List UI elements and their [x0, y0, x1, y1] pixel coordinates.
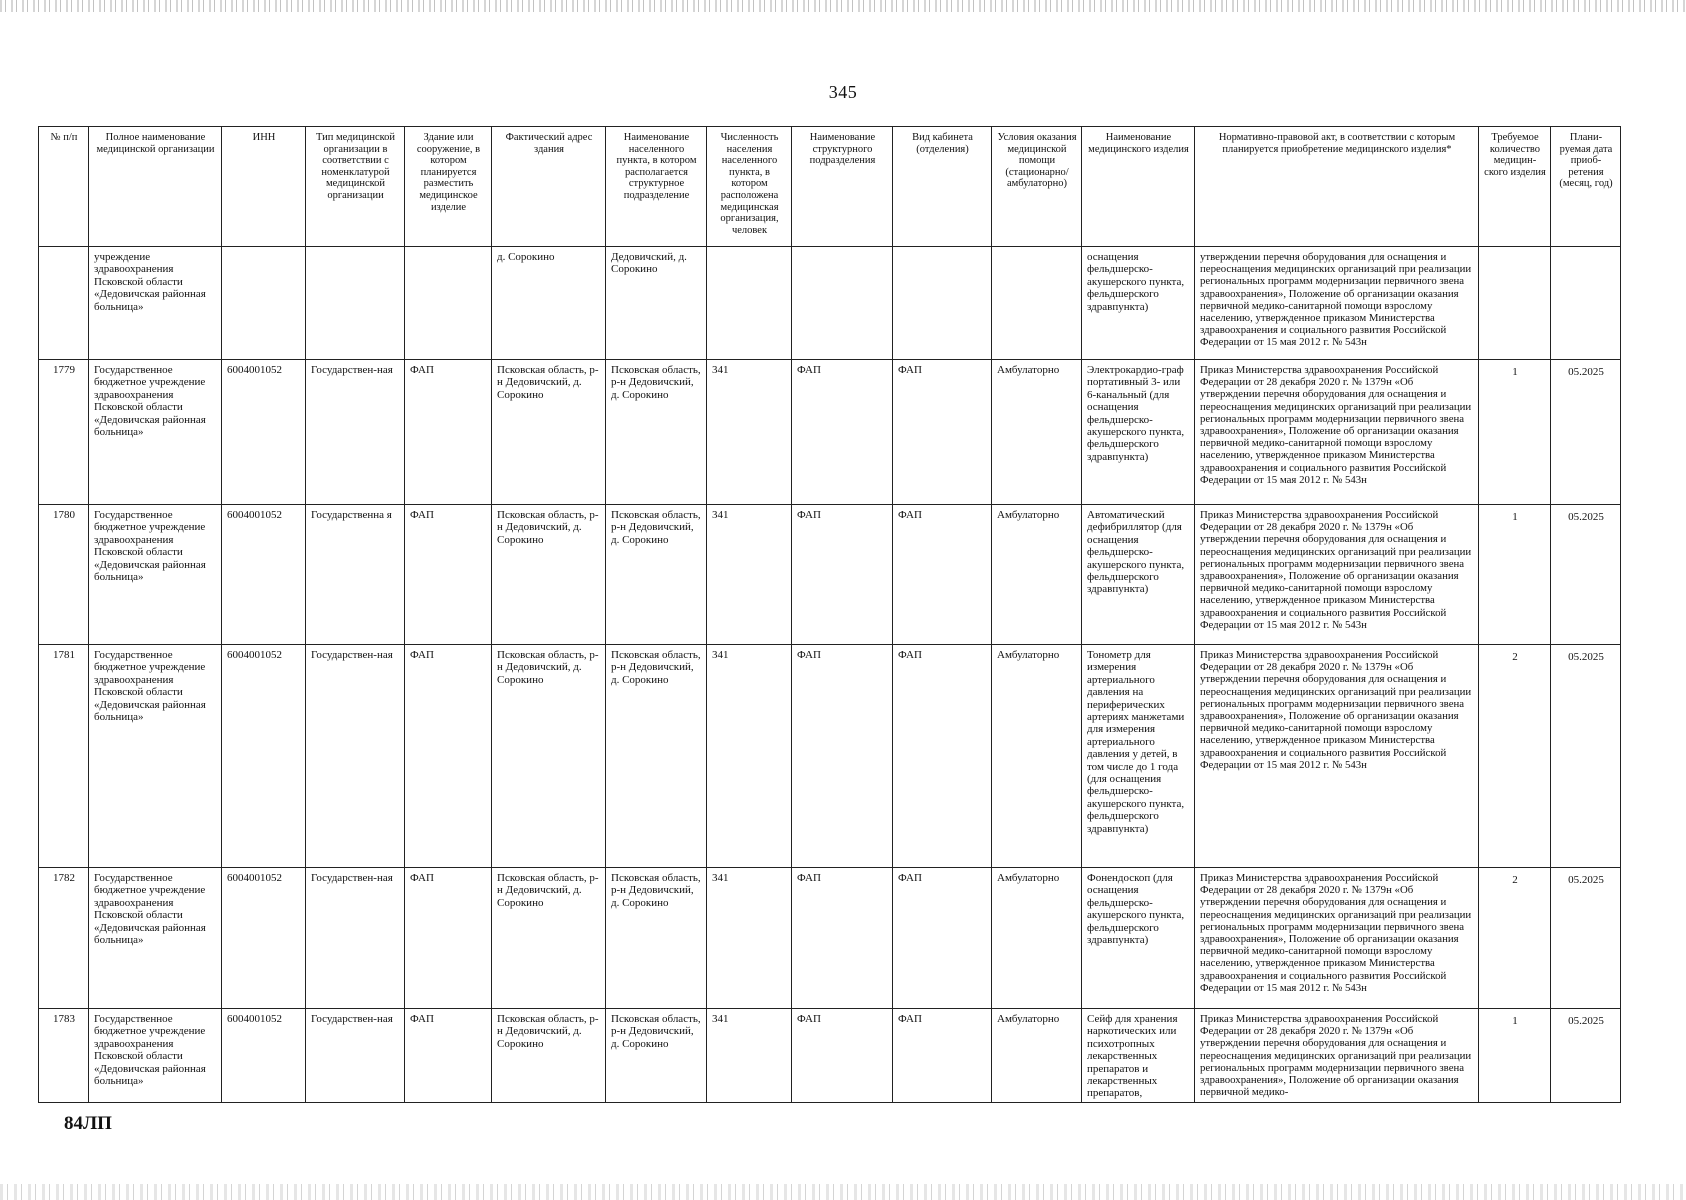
cell-unit: ФАП: [792, 1009, 893, 1103]
table-row: [39, 868, 1621, 1009]
cell-unit: ФАП: [792, 360, 893, 505]
cell-num: 1781: [39, 645, 89, 868]
cell-address: Псковская область, р-н Дедовичский, д. Сорокино: [492, 645, 606, 868]
cell-locality: Псковская область, р-н Дедовичский, д. Сорокино: [606, 1009, 707, 1103]
cell-org: Государственное бюджетное учреждение здравоохранения Псковской области «Дедовичская районная больница»: [89, 360, 222, 505]
cell-cabinet: ФАП: [893, 868, 992, 1009]
cell-inn: 6004001052: [222, 645, 306, 868]
cell-act: Приказ Министерства здравоохранения Российской Федерации от 28 декабря 2020 г. № 1379н «Об утверждении перечня оборудования для оснащения и переоснащения медицинских организаций при реализации региональных программ модернизации первичного звена здравоохранения», Положение об организации оказания первичной медико-санитарной помощи взрослому населению, утвержденное приказом Министерства здравоохранения и социального развития Российской Федерации от 15 мая 2012 г. № 543н: [1195, 505, 1479, 645]
cell-device: Сейф для хранения наркотических или психотропных лекарственных препаратов и лекарственных препаратов,: [1082, 1009, 1195, 1103]
cell-org: учреждение здравоохранения Псковской области «Дедовичская районная больница»: [89, 247, 222, 360]
cell-type: Государствен-ная: [306, 868, 405, 1009]
cell-cabinet: ФАП: [893, 505, 992, 645]
cell-locality: Дедовичский, д. Сорокино: [606, 247, 707, 360]
cell-inn: 6004001052: [222, 360, 306, 505]
cell-population: 341: [707, 360, 792, 505]
cell-date: 05.2025: [1551, 360, 1621, 505]
cell-population: 341: [707, 1009, 792, 1103]
cell-building: ФАП: [405, 1009, 492, 1103]
cell-population: 341: [707, 868, 792, 1009]
cell-building: ФАП: [405, 360, 492, 505]
cell-conditions: Амбулаторно: [992, 360, 1082, 505]
cell-type: Государствен-ная: [306, 1009, 405, 1103]
footer-mark: 84ЛП: [64, 1113, 112, 1134]
header-cabinet: Вид кабинета (отделения): [893, 127, 992, 247]
cell-date: 05.2025: [1551, 868, 1621, 1009]
scan-edge-top: [0, 0, 1686, 12]
cell-org: Государственное бюджетное учреждение здравоохранения Псковской области «Дедовичская районная больница»: [89, 645, 222, 868]
cell-building: ФАП: [405, 645, 492, 868]
header-conditions: Условия оказания медицинской помощи (стационарно/ амбулаторно): [992, 127, 1082, 247]
cell-unit: ФАП: [792, 868, 893, 1009]
header-inn: ИНН: [222, 127, 306, 247]
header-building: Здание или сооружение, в котором планируется разместить медицинское изделие: [405, 127, 492, 247]
cell-act: Приказ Министерства здравоохранения Российской Федерации от 28 декабря 2020 г. № 1379н «Об утверждении перечня оборудования для оснащения и переоснащения медицинских организаций при реализации региональных программ модернизации первичного звена здравоохранения», Положение об организации оказания первичной медико-санитарной помощи взрослому населению, утвержденное приказом Министерства здравоохранения и социального развития Российской Федерации от 15 мая 2012 г. № 543н: [1195, 645, 1479, 868]
table-header-row: [39, 127, 1621, 247]
cell-num: 1780: [39, 505, 89, 645]
cell-unit: ФАП: [792, 645, 893, 868]
cell-device: Тонометр для измерения артериального давления на периферических артериях манжетами для измерения артериального давления у детей, в том числе до 1 года (для оснащения фельдшерско-акушерского пункта, фельдшерского здравпункта): [1082, 645, 1195, 868]
header-num: № п/п: [39, 127, 89, 247]
cell-act: Приказ Министерства здравоохранения Российской Федерации от 28 декабря 2020 г. № 1379н «Об утверждении перечня оборудования для оснащения и переоснащения медицинских организаций при реализации региональных программ модернизации первичного звена здравоохранения», Положение об организации оказания первичной медико-санитарной помощи взрослому населению, утвержденное приказом Министерства здравоохранения и социального развития Российской Федерации от 15 мая 2012 г. № 543н: [1195, 360, 1479, 505]
cell-qty: 2: [1479, 868, 1551, 1009]
cell-building: ФАП: [405, 868, 492, 1009]
cell-qty: 1: [1479, 1009, 1551, 1103]
header-unit: Наименование структурного подразделения: [792, 127, 893, 247]
cell-device: оснащения фельдшерско-акушерского пункта, фельдшерского здравпункта): [1082, 247, 1195, 360]
cell-unit: [792, 247, 893, 360]
cell-locality: Псковская область, р-н Дедовичский, д. Сорокино: [606, 360, 707, 505]
equipment-table: [38, 126, 1621, 1103]
cell-num: [39, 247, 89, 360]
cell-conditions: [992, 247, 1082, 360]
header-date: Плани-руемая дата приоб-ретения (месяц, год): [1551, 127, 1621, 247]
cell-locality: Псковская область, р-н Дедовичский, д. Сорокино: [606, 868, 707, 1009]
cell-population: 341: [707, 645, 792, 868]
header-device: Наименование медицинского изделия: [1082, 127, 1195, 247]
cell-date: 05.2025: [1551, 1009, 1621, 1103]
cell-building: ФАП: [405, 505, 492, 645]
header-population: Численность населения населенного пункта, в котором расположена медицинская организация, человек: [707, 127, 792, 247]
cell-qty: 1: [1479, 360, 1551, 505]
cell-org: Государственное бюджетное учреждение здравоохранения Псковской области «Дедовичская районная больница»: [89, 1009, 222, 1103]
cell-unit: ФАП: [792, 505, 893, 645]
cell-act: Приказ Министерства здравоохранения Российской Федерации от 28 декабря 2020 г. № 1379н «Об утверждении перечня оборудования для оснащения и переоснащения медицинских организаций при реализации региональных программ модернизации первичного звена здравоохранения», Положение об организации оказания первичной медико-санитарной помощи взрослому населению, утвержденное приказом Министерства здравоохранения и социального развития Российской Федерации от 15 мая 2012 г. № 543н: [1195, 868, 1479, 1009]
table-row: [39, 645, 1621, 868]
cell-type: Государственна я: [306, 505, 405, 645]
header-qty: Требуемое количество медицин-ского изделия: [1479, 127, 1551, 247]
cell-type: Государствен-ная: [306, 360, 405, 505]
cell-act: утверждении перечня оборудования для оснащения и переоснащения медицинских организаций при реализации региональных программ модернизации первичного звена здравоохранения», Положение об организации оказания первичной медико-санитарной помощи взрослому населению, утвержденное приказом Министерства здравоохранения и социального развития Российской Федерации от 15 мая 2012 г. № 543н: [1195, 247, 1479, 360]
cell-conditions: Амбулаторно: [992, 1009, 1082, 1103]
cell-org: Государственное бюджетное учреждение здравоохранения Псковской области «Дедовичская районная больница»: [89, 868, 222, 1009]
cell-inn: 6004001052: [222, 1009, 306, 1103]
cell-population: 341: [707, 505, 792, 645]
cell-conditions: Амбулаторно: [992, 645, 1082, 868]
cell-address: Псковская область, р-н Дедовичский, д. Сорокино: [492, 505, 606, 645]
table-row: [39, 505, 1621, 645]
cell-type: Государствен-ная: [306, 645, 405, 868]
cell-locality: Псковская область, р-н Дедовичский, д. Сорокино: [606, 505, 707, 645]
page-number: 345: [828, 82, 858, 102]
cell-date: 05.2025: [1551, 505, 1621, 645]
cell-cabinet: ФАП: [893, 360, 992, 505]
cell-num: 1779: [39, 360, 89, 505]
cell-address: Псковская область, р-н Дедовичский, д. Сорокино: [492, 1009, 606, 1103]
header-address: Фактический адрес здания: [492, 127, 606, 247]
cell-org: Государственное бюджетное учреждение здравоохранения Псковской области «Дедовичская районная больница»: [89, 505, 222, 645]
cell-act: Приказ Министерства здравоохранения Российской Федерации от 28 декабря 2020 г. № 1379н «Об утверждении перечня оборудования для оснащения и переоснащения медицинских организаций при реализации региональных программ модернизации первичного звена здравоохранения», Положение об организации оказания первичной медико-: [1195, 1009, 1479, 1103]
cell-device: Автоматический дефибриллятор (для оснащения фельдшерско-акушерского пункта, фельдшерского здравпункта): [1082, 505, 1195, 645]
cell-cabinet: ФАП: [893, 645, 992, 868]
table-row-continuation: [39, 247, 1621, 360]
cell-cabinet: [893, 247, 992, 360]
cell-date: [1551, 247, 1621, 360]
header-locality: Наименование населенного пункта, в котором располагается структурное подразделение: [606, 127, 707, 247]
table-row: [39, 360, 1621, 505]
cell-address: Псковская область, р-н Дедовичский, д. Сорокино: [492, 868, 606, 1009]
cell-device: Фонендоскоп (для оснащения фельдшерско-акушерского пункта, фельдшерского здравпункта): [1082, 868, 1195, 1009]
cell-conditions: Амбулаторно: [992, 868, 1082, 1009]
header-type: Тип медицинской организации в соответствии с номенклатурой медицинской организации: [306, 127, 405, 247]
cell-inn: 6004001052: [222, 505, 306, 645]
cell-inn: 6004001052: [222, 868, 306, 1009]
cell-num: 1782: [39, 868, 89, 1009]
cell-device: Электрокардио-граф портативный 3- или 6-канальный (для оснащения фельдшерско-акушерского пункта, фельдшерского здравпункта): [1082, 360, 1195, 505]
cell-num: 1783: [39, 1009, 89, 1103]
table-row: [39, 1009, 1621, 1103]
header-act: Нормативно-правовой акт, в соответствии с которым планируется приобретение медицинского изделия*: [1195, 127, 1479, 247]
cell-qty: [1479, 247, 1551, 360]
cell-address: д. Сорокино: [492, 247, 606, 360]
cell-inn: [222, 247, 306, 360]
cell-qty: 2: [1479, 645, 1551, 868]
cell-cabinet: ФАП: [893, 1009, 992, 1103]
scan-edge-bottom: [0, 1184, 1686, 1200]
cell-conditions: Амбулаторно: [992, 505, 1082, 645]
header-org: Полное наименование медицинской организации: [89, 127, 222, 247]
cell-population: [707, 247, 792, 360]
cell-locality: Псковская область, р-н Дедовичский, д. Сорокино: [606, 645, 707, 868]
cell-address: Псковская область, р-н Дедовичский, д. Сорокино: [492, 360, 606, 505]
cell-qty: 1: [1479, 505, 1551, 645]
cell-type: [306, 247, 405, 360]
cell-building: [405, 247, 492, 360]
cell-date: 05.2025: [1551, 645, 1621, 868]
